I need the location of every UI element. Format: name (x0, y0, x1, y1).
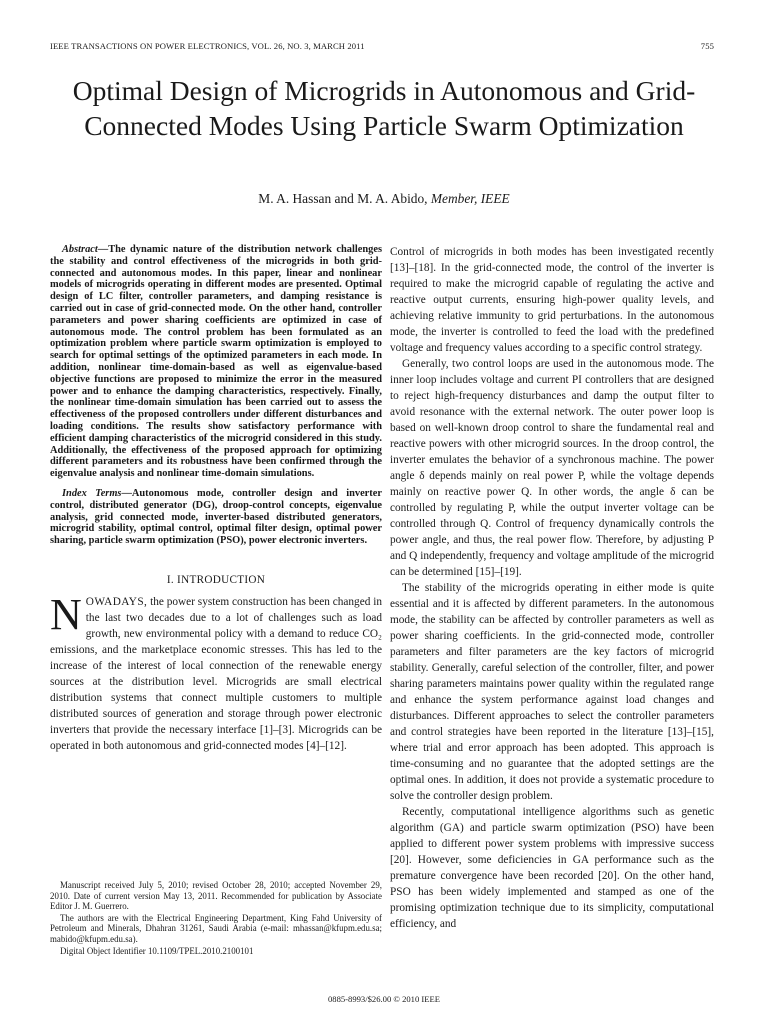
abstract-lead: Abstract (62, 244, 98, 255)
index-terms (50, 488, 382, 547)
page-number: 755 (700, 41, 714, 51)
right-paragraph-4: Recently, computational intelligence algorithms such as genetic algorithm (GA) and particle swarm optimization (PSO) have been applied to different power system problems with impressive success [20]. However, some deficiencies in GA performance such as the premature convergence have been recorded [20]. On the other hand, PSO has been widely implemented and stamped as one of the promising optimization technique due to its simplicity, computational efficiency, and (390, 806, 714, 930)
right-paragraph-2: Generally, two control loops are used in the autonomous mode. The inner loop includes voltage and current PI controllers that are designed to reject high-frequency disturbances and damp the output filter to avoid resonance with the external network. The outer power loop is based on well-known droop control to share the fundamental real and reactive powers with other microgrid sources. In the droop control, the inverter emulates the behavior of a synchronous machine. The power angle δ depends mainly on real power P, while the voltage depends mainly on reactive power Q. In other words, the angle δ can be controlled by regulating P, while the output inverter voltage can be controlled through Q. Control of frequency dynamically controls the power angle, and thus, the real power flow. Therefore, by adjusting P and Q independently, frequency and voltage amplitude of the microgrid can be determined [15]–[19]. (390, 358, 714, 578)
intro-lead-word: OWADAYS, (85, 595, 148, 608)
author-line (60, 191, 708, 207)
paper-title: Optimal Design of Microgrids in Autonomous and Grid-Connected Modes Using Particle Swarm Optimization (72, 75, 696, 141)
index-terms-text: —Autonomous mode, controller design and inverter control, distributed generator (DG), droop-control concepts, eigenvalue analysis, grid connected mode, inverter-based distributed generators, microgrid stability, optimal control, optimal filter design, optimal power sharing, particle swarm optimization (PSO), power electronic inverters. (50, 487, 382, 547)
right-paragraph-3: The stability of the microgrids operating in either mode is quite essential and it is affected by different parameters. In the autonomous mode, the stability can be affected by controller parameters as well as power sharing coefficients. In the grid-connected mode, controller parameters and filter parameters are the key factors of microgrid stability. Generally, careful selection of the controller, filter, and power sharing parameters maintains power quality within the regulated range and enhance the system performance against load changes and disturbances. Different approaches to select the controller parameters and control strategies have been reported in the literature [13]–[15], where trial and error approach has been adopted. This approach is time-consuming and no guarantee that the adopted settings are the optimal ones. In addition, it does not provide a systematic procedure to solve the controller design problem. (390, 582, 714, 802)
section-heading-introduction: I. INTRODUCTION (166, 573, 266, 586)
introduction-paragraph (50, 589, 382, 754)
right-column (390, 244, 714, 932)
journal-citation: IEEE TRANSACTIONS ON POWER ELECTRONICS, VOL. 26, NO. 3, MARCH 2011 (50, 41, 365, 51)
index-terms-lead: Index Terms (62, 487, 122, 499)
copyright-line: 0885-8993/$26.00 © 2010 IEEE (327, 994, 441, 1004)
author-membership: Member, IEEE (430, 191, 510, 206)
footnote-doi: Digital Object Identifier 10.1109/TPEL.2010.2100101 (60, 945, 254, 956)
first-page-footnotes (50, 880, 382, 957)
drop-cap: N (50, 589, 82, 639)
abstract (50, 244, 382, 480)
footnote-received: Manuscript received July 5, 2010; revised October 28, 2010; accepted November 29, 2010. Date of current version May 13, 2011. Recommended for publication by Associate Editor J. M. Guerrero. (50, 880, 382, 912)
intro-text: the power system construction has been changed in the last two decades due to a lot of challenges such as load growth, new environmental policy with a demand to reduce CO₂ emissions, and the marketplace economic stresses. This has led to the increase of the interest of local connection of the renewable energy sources at the distribution level. Microgrids are small electrical distribution systems that connect multiple customers to multiple distributed sources of generation and storage through power electronic inverters that provide the necessary interface [1]–[3]. Microgrids can be operated in both autonomous and grid-connected modes [4]–[12]. (50, 595, 382, 752)
right-paragraph-1: Control of microgrids in both modes has been investigated recently [13]–[18]. In the grid-connected mode, the control of the inverter is required to make the microgrid capable of regulating the active and reactive output currents, ensuring high-power quality levels, and achieving relative immunity to grid perturbations. In the autonomous mode, the inverter is controlled to feed the load with the predefined voltage and frequency values according to a specific control strategy. (390, 246, 714, 354)
author-names: M. A. Hassan and M. A. Abido, (258, 191, 428, 206)
left-column (50, 244, 382, 754)
abstract-text: —The dynamic nature of the distribution network challenges the stability and control effectiveness of the microgrids in both grid-connected and autonomous modes. In this paper, linear and nonlinear models of microgrids operating in different modes are presented. Optimal design of LC filter, controller parameters, and damping resistance is carried out in case of grid-connected mode. On the other hand, controller parameters and power sharing coefficients are optimized in case of autonomous mode. The control problem has been formulated as an optimization problem where particle swarm optimization is employed to search for optimal settings of the optimized parameters in each mode. In addition, nonlinear time-domain-based as well as eigenvalue-based objective functions are proposed to minimize the error in the measured power and to enhance the damping characteristics, respectively. Finally, the nonlinear time-domain simulation has been carried out to assess the effectiveness of the proposed controllers under different disturbances and loading conditions. The results show satisfactory performance with efficient damping characteristics of the microgrid considered in this study. Additionally, the effectiveness of the proposed approach for optimizing different parameters and its robustness have been confirmed through the eigenvalue analysis and nonlinear time-domain simulations. (50, 244, 382, 480)
footnote-affiliation: The authors are with the Electrical Engineering Department, King Fahd University of Petroleum and Minerals, Dhahran 31261, Saudi Arabia (e-mail: mhassan@kfupm.edu.sa; mabido@kfupm.edu.sa). (50, 912, 382, 944)
